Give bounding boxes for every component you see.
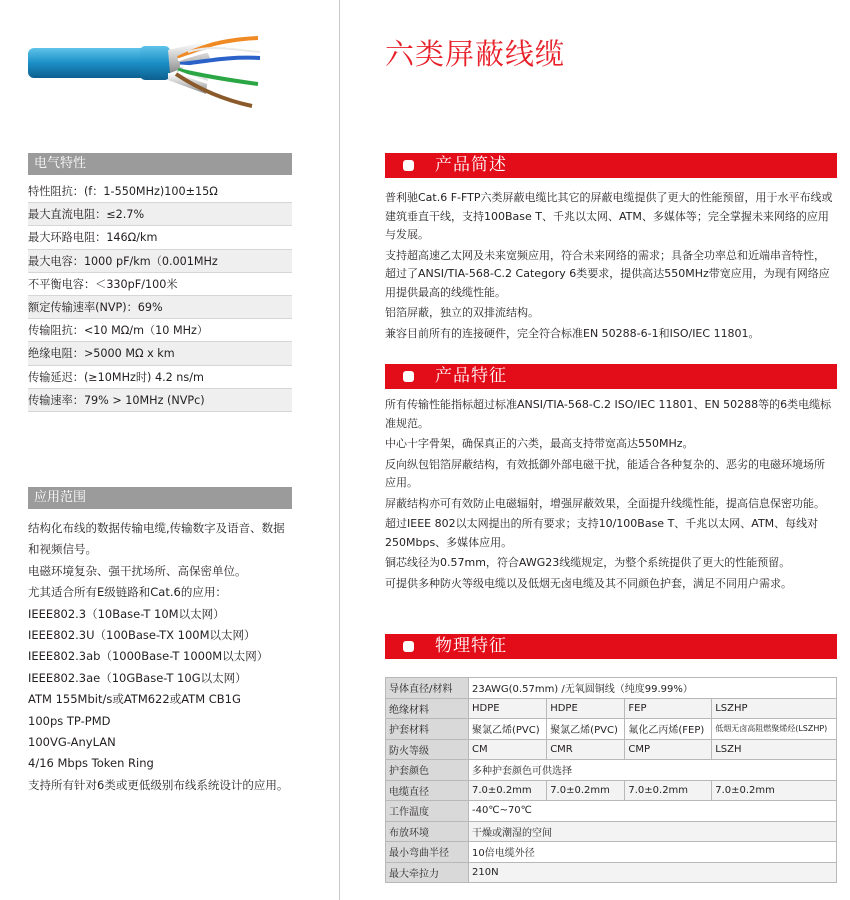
row-value: -40℃~70℃ bbox=[469, 801, 837, 822]
application-section-header: 应用范围 bbox=[28, 487, 292, 509]
row-value: FEP bbox=[625, 698, 712, 719]
row-key: 工作温度 bbox=[386, 801, 469, 822]
application-item: IEEE802.3ab（1000Base-T 1000M以太网） bbox=[28, 649, 269, 664]
row-value: 聚氯乙烯(PVC) bbox=[547, 719, 625, 740]
overview-text bbox=[385, 189, 833, 345]
application-item: 100ps TP-PMD bbox=[28, 713, 111, 728]
electrical-item: 额定传输速率(NVP)：69% bbox=[28, 296, 292, 319]
row-value: LSZHP bbox=[712, 698, 837, 719]
row-value: 氟化乙丙烯(FEP) bbox=[625, 719, 712, 740]
application-item: 尤其适合所有E级链路和Cat.6的应用： bbox=[28, 585, 227, 600]
paragraph: 反向纵包铝箔屏蔽结构，有效抵御外部电磁干扰，能适合各种复杂的、恶劣的电磁环境场所应用。 bbox=[385, 457, 825, 489]
application-item: IEEE802.3U（100Base-TX 100M以太网） bbox=[28, 628, 256, 643]
paragraph: 屏蔽结构亦可有效防止电磁辐射，增强屏蔽效果，全面提升线缆性能，提高信息保密功能。 bbox=[385, 496, 825, 510]
table-row bbox=[386, 698, 837, 719]
bullet-icon bbox=[403, 371, 414, 382]
paragraph: 支持超高速乙太网及未来宽频应用，符合未来网络的需求；具备全功率总和近端串音特性，超过了ANSI/TIA-568-C.2 Category 6类要求，提供高达550MHz带宽应用，为现有网络应用提供最高的线缆性能。 bbox=[385, 248, 830, 299]
paragraph: 铜芯线径为0.57mm，符合AWG23线缆规定，为整个系统提供了更大的性能预留。 bbox=[385, 556, 791, 569]
application-item: 4/16 Mbps Token Ring bbox=[28, 756, 154, 771]
electrical-item: 不平衡电容：＜330pF/100米 bbox=[28, 273, 292, 296]
application-item: 结构化布线的数据传输电缆,传输数字及语音、数据和视频信号。 bbox=[28, 521, 285, 557]
section-label: 产品特征 bbox=[435, 366, 507, 386]
row-value: HDPE bbox=[547, 698, 625, 719]
row-value: LSZH bbox=[712, 739, 837, 760]
row-key: 电缆直径 bbox=[386, 780, 469, 801]
table-row bbox=[386, 678, 837, 699]
table-row bbox=[386, 760, 837, 781]
row-value: 7.0±0.2mm bbox=[712, 780, 837, 801]
column-divider bbox=[339, 0, 340, 900]
electrical-item: 传输阻抗：<10 MΩ/m（10 MHz） bbox=[28, 319, 292, 342]
application-item: IEEE802.3（10Base-T 10M以太网） bbox=[28, 606, 225, 621]
cable-image bbox=[28, 28, 268, 118]
row-value: HDPE bbox=[469, 698, 547, 719]
application-list bbox=[28, 518, 290, 796]
electrical-section-header: 电气特性 bbox=[28, 153, 292, 175]
features-section-header bbox=[385, 364, 837, 389]
row-value: 低烟无卤高阻燃聚烯烃(LSZHP) bbox=[712, 719, 837, 740]
electrical-item: 最大直流电阻：≤2.7% bbox=[28, 203, 292, 226]
table-row bbox=[386, 821, 837, 842]
paragraph: 中心十字骨架，确保真正的六类，最高支持带宽高达550MHz。 bbox=[385, 437, 694, 450]
row-key: 绝缘材料 bbox=[386, 698, 469, 719]
table-row bbox=[386, 842, 837, 863]
row-key: 护套材料 bbox=[386, 719, 469, 740]
electrical-list bbox=[28, 180, 292, 412]
row-value: CMP bbox=[625, 739, 712, 760]
row-key: 导体直径/材料 bbox=[386, 678, 469, 699]
paragraph: 所有传输性能指标超过标准ANSI/TIA-568-C.2 ISO/IEC 11801、EN 50288等的6类电缆标准规范。 bbox=[385, 398, 832, 430]
features-text bbox=[385, 396, 833, 595]
paragraph: 兼容目前所有的连接硬件，完全符合标准EN 50288-6-1和ISO/IEC 11801。 bbox=[385, 326, 760, 340]
page-title: 六类屏蔽线缆 bbox=[385, 37, 566, 71]
application-item: ATM 155Mbit/s或ATM622或ATM CB1G bbox=[28, 692, 241, 707]
paragraph: 普利驰Cat.6 F-FTP六类屏蔽电缆比其它的屏蔽电缆提供了更大的性能预留，用于水平布线或建筑垂直干线，支持100Base T、千兆以太网、ATM、多媒体等；完全掌握未来网络的应用与发展。 bbox=[385, 191, 833, 241]
electrical-item: 传输延迟：(≥10MHz时) 4.2 ns/m bbox=[28, 366, 292, 389]
bullet-icon bbox=[403, 641, 414, 652]
paragraph: 可提供多种防火等级电缆以及低烟无卤电缆及其不同颜色护套，满足不同用户需求。 bbox=[385, 576, 792, 590]
paragraph: 铝箔屏蔽，独立的双排流结构。 bbox=[385, 306, 539, 319]
table-row bbox=[386, 780, 837, 801]
application-item: 支持所有针对6类或更低级别布线系统设计的应用。 bbox=[28, 777, 289, 792]
table-row bbox=[386, 719, 837, 740]
application-item: IEEE802.3ae（10GBase-T 10G以太网） bbox=[28, 670, 247, 685]
row-value: 7.0±0.2mm bbox=[547, 780, 625, 801]
row-value: 多种护套颜色可供选择 bbox=[469, 760, 837, 781]
row-key: 最小弯曲半径 bbox=[386, 842, 469, 863]
row-value: CMR bbox=[547, 739, 625, 760]
electrical-item: 最大电容：1000 pF/km（0.001MHz bbox=[28, 250, 292, 273]
table-row bbox=[386, 862, 837, 883]
row-key: 最大牵拉力 bbox=[386, 862, 469, 883]
row-value: 10倍电缆外径 bbox=[469, 842, 837, 863]
row-key: 布放环境 bbox=[386, 821, 469, 842]
row-key: 护套颜色 bbox=[386, 760, 469, 781]
table-row bbox=[386, 739, 837, 760]
electrical-item: 特性阻抗：(f：1-550MHz)100±15Ω bbox=[28, 180, 292, 203]
electrical-item: 绝缘电阻：>5000 MΩ x km bbox=[28, 342, 292, 365]
paragraph: 超过IEEE 802以太网提出的所有要求；支持10/100Base T、千兆以太网、ATM、每线对250Mbps、多媒体应用。 bbox=[385, 517, 819, 549]
electrical-item: 最大环路电阻：146Ω/km bbox=[28, 226, 292, 249]
electrical-item: 传输速率：79% > 10MHz (NVPc) bbox=[28, 389, 292, 412]
section-label: 产品简述 bbox=[435, 155, 507, 175]
row-value: 7.0±0.2mm bbox=[625, 780, 712, 801]
application-item: 100VG-AnyLAN bbox=[28, 735, 116, 750]
table-row bbox=[386, 801, 837, 822]
physical-section-header bbox=[385, 634, 837, 659]
row-value: 聚氯乙烯(PVC) bbox=[469, 719, 547, 740]
physical-table bbox=[385, 677, 837, 883]
row-value: 干燥或潮湿的空间 bbox=[469, 821, 837, 842]
row-value: 23AWG(0.57mm) /无氧圆铜线（纯度99.99%） bbox=[469, 678, 837, 699]
application-item: 电磁环境复杂、强干扰场所、高保密单位。 bbox=[28, 563, 247, 578]
row-key: 防火等级 bbox=[386, 739, 469, 760]
overview-section-header bbox=[385, 153, 837, 178]
row-value: 7.0±0.2mm bbox=[469, 780, 547, 801]
bullet-icon bbox=[403, 160, 414, 171]
section-label: 物理特征 bbox=[435, 636, 507, 656]
row-value: 210N bbox=[469, 862, 837, 883]
row-value: CM bbox=[469, 739, 547, 760]
